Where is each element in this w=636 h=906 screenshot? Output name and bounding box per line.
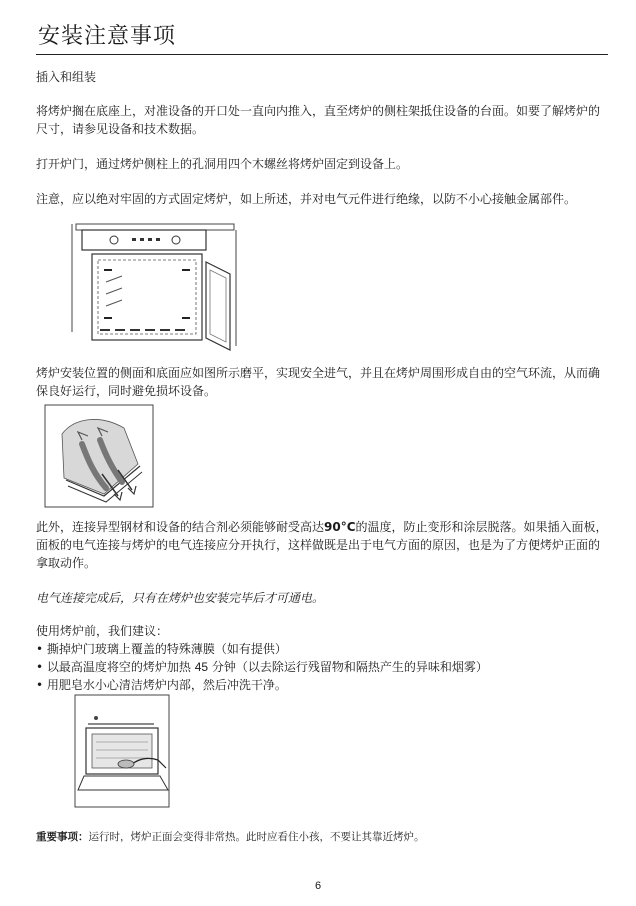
preheat-minutes: 45 bbox=[194, 660, 209, 674]
paragraph-adhesive bbox=[36, 518, 608, 572]
advice-list bbox=[36, 622, 608, 694]
adhesive-text-before: 此外，连接异型钢材和设备的结合剂必须能够耐受高达 bbox=[36, 520, 325, 534]
paragraph-caution: 注意，应以绝对牢固的方式固定烤炉，如上所述，并对电气元件进行绝缘，以防不小心接触金属部件。 bbox=[36, 192, 577, 206]
oven-cleaning-figure bbox=[74, 694, 170, 808]
paragraph-fixing: 打开炉门，通过烤炉侧柱上的孔洞用四个木螺丝将烤炉固定到设备上。 bbox=[36, 157, 409, 171]
title-divider bbox=[36, 54, 608, 55]
air-circulation-figure bbox=[44, 404, 154, 508]
important-label: 重要事项： bbox=[36, 831, 89, 843]
paragraph-ventilation: 烤炉安装位置的侧面和底面应如图所示磨平，实现安全进气，并且在烤炉周围形成自由的空气环流，从而确保良好运行，同时避免损坏设备。 bbox=[36, 366, 601, 398]
page-number: 6 bbox=[314, 880, 322, 892]
temperature-value: 90°C bbox=[324, 520, 356, 534]
advice-intro: 使用烤炉前，我们建议： bbox=[36, 624, 169, 638]
important-note bbox=[36, 828, 608, 846]
italic-warning: 电气连接完成后，只有在烤炉也安装完毕后才可通电。 bbox=[36, 591, 325, 605]
page-title: 安装注意事项 bbox=[38, 24, 177, 49]
important-text: 运行时，烤炉正面会变得非常热。此时应看住小孩，不要让其靠近烤炉。 bbox=[88, 831, 425, 843]
section-heading: 插入和组装 bbox=[36, 70, 97, 84]
oven-open-door-figure bbox=[70, 222, 240, 354]
adhesive-text-after: 的温度，防止变形和涂层脱落。如果插入面板，面板的电气连接与烤炉的电气连接应分开执行，这样做既是出于电气方面的原因，也是为了方便烤炉正面的拿取动作。 bbox=[36, 520, 608, 570]
paragraph-insertion: 将烤炉搁在底座上，对准设备的开口处一直向内推入，直至烤炉的侧柱架抵住设备的台面。如要了解烤炉的尺寸，请参见设备和技术数据。 bbox=[36, 104, 601, 136]
bullet-clean: • 用肥皂水小心清洁烤炉内部，然后冲洗干净。 bbox=[36, 678, 287, 692]
bullet-remove-film: • 撕掉炉门玻璃上覆盖的特殊薄膜（如有提供） bbox=[36, 642, 287, 656]
bullet-preheat: • 以最高温度将空的烤炉加热 45 分钟（以去除运行残留物和隔热产生的异味和烟雾） bbox=[36, 660, 488, 674]
